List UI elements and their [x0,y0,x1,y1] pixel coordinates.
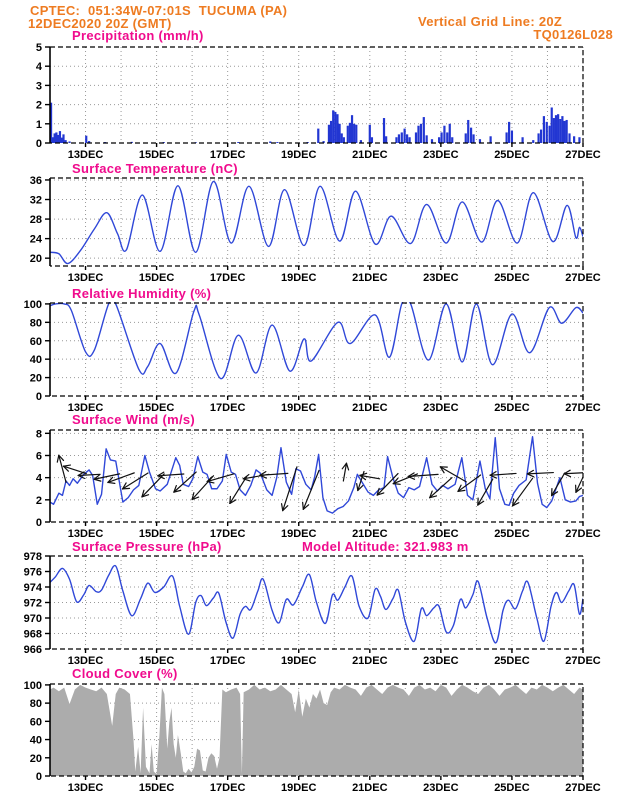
svg-text:20: 20 [29,752,42,765]
svg-text:23DEC: 23DEC [423,149,459,161]
svg-text:19DEC: 19DEC [280,782,317,794]
svg-text:19DEC: 19DEC [280,655,317,667]
svg-text:40: 40 [29,734,42,747]
svg-text:23DEC: 23DEC [423,782,459,794]
svg-text:21DEC: 21DEC [352,149,388,161]
temperature-title: Surface Temperature (nC) [72,161,238,176]
svg-text:19DEC: 19DEC [280,402,317,414]
svg-text:6: 6 [35,450,42,463]
svg-text:3: 3 [35,80,42,93]
svg-text:15DEC: 15DEC [138,402,175,414]
svg-text:15DEC: 15DEC [138,149,175,161]
svg-text:32: 32 [29,194,42,207]
svg-text:0: 0 [35,138,42,150]
svg-text:40: 40 [29,354,42,367]
svg-text:27DEC: 27DEC [565,402,601,414]
svg-text:20: 20 [29,372,42,385]
temperature-chart [0,164,618,296]
svg-text:19DEC: 19DEC [280,272,317,284]
wind-title: Surface Wind (m/s) [72,412,196,427]
svg-text:4: 4 [35,61,42,74]
humidity-title: Relative Humidity (%) [72,286,212,301]
svg-text:20: 20 [29,253,42,266]
svg-text:970: 970 [23,613,42,625]
svg-text:100: 100 [23,679,42,692]
svg-text:2: 2 [35,494,42,507]
svg-text:0: 0 [35,771,42,783]
pressure-chart [0,542,618,679]
svg-text:17DEC: 17DEC [209,272,246,284]
svg-text:25DEC: 25DEC [494,402,530,414]
svg-text:27DEC: 27DEC [565,655,601,667]
grid-line-note: Vertical Grid Line: 20Z [418,14,563,29]
svg-text:976: 976 [23,566,42,579]
svg-text:27DEC: 27DEC [565,782,601,794]
svg-text:13DEC: 13DEC [67,272,104,284]
svg-text:15DEC: 15DEC [138,272,175,284]
svg-text:1: 1 [35,118,42,131]
svg-text:17DEC: 17DEC [209,149,246,161]
svg-text:15DEC: 15DEC [138,528,175,540]
svg-text:21DEC: 21DEC [352,272,388,284]
model-id: TQ0126L028 [533,27,613,42]
svg-text:0: 0 [35,391,42,403]
svg-text:5: 5 [35,42,42,54]
svg-text:13DEC: 13DEC [67,655,104,667]
svg-text:17DEC: 17DEC [209,782,246,794]
svg-text:13DEC: 13DEC [67,782,104,794]
svg-text:19DEC: 19DEC [280,528,317,540]
svg-text:13DEC: 13DEC [67,402,104,414]
svg-text:25DEC: 25DEC [494,528,530,540]
svg-text:978: 978 [23,551,42,563]
svg-text:27DEC: 27DEC [565,528,601,540]
svg-text:19DEC: 19DEC [280,149,317,161]
svg-text:24: 24 [29,233,42,246]
svg-text:23DEC: 23DEC [423,402,459,414]
svg-text:17DEC: 17DEC [209,402,246,414]
svg-text:966: 966 [23,644,42,656]
svg-text:968: 968 [23,628,42,641]
cloud-cover-title: Cloud Cover (%) [72,666,178,681]
svg-text:13DEC: 13DEC [67,149,104,161]
svg-text:25DEC: 25DEC [494,272,530,284]
svg-text:17DEC: 17DEC [209,528,246,540]
svg-text:15DEC: 15DEC [138,655,175,667]
svg-text:972: 972 [23,597,42,610]
svg-text:974: 974 [23,582,42,594]
precipitation-chart [0,33,618,173]
svg-text:23DEC: 23DEC [423,272,459,284]
cloud-cover-chart [0,670,618,800]
station-header: CPTEC: 051:34W-07:01S TUCUMA (PA) [30,3,288,18]
svg-text:15DEC: 15DEC [138,782,175,794]
svg-text:25DEC: 25DEC [494,149,530,161]
wind-chart [0,416,618,552]
svg-text:21DEC: 21DEC [352,782,388,794]
svg-text:80: 80 [29,698,42,711]
svg-text:28: 28 [29,214,42,227]
svg-text:27DEC: 27DEC [565,272,601,284]
svg-text:17DEC: 17DEC [209,655,246,667]
svg-text:8: 8 [35,428,42,441]
svg-text:25DEC: 25DEC [494,782,530,794]
svg-text:21DEC: 21DEC [352,528,388,540]
svg-text:60: 60 [29,716,42,729]
svg-text:4: 4 [35,472,42,485]
svg-text:100: 100 [23,298,42,311]
svg-text:2: 2 [35,99,42,112]
run-datetime: 12DEC2020 20Z (GMT) [28,16,172,31]
svg-text:0: 0 [35,517,42,529]
svg-text:60: 60 [29,335,42,348]
svg-text:80: 80 [29,317,42,330]
svg-text:23DEC: 23DEC [423,655,459,667]
humidity-chart [0,289,618,426]
svg-text:13DEC: 13DEC [67,528,104,540]
svg-text:23DEC: 23DEC [423,528,459,540]
model-altitude-label: Model Altitude: 321.983 m [302,539,469,554]
svg-text:36: 36 [29,174,42,187]
precipitation-title: Precipitation (mm/h) [72,28,204,43]
svg-text:25DEC: 25DEC [494,655,530,667]
svg-text:27DEC: 27DEC [565,149,601,161]
svg-text:21DEC: 21DEC [352,402,388,414]
svg-text:21DEC: 21DEC [352,655,388,667]
pressure-title: Surface Pressure (hPa) [72,539,222,554]
